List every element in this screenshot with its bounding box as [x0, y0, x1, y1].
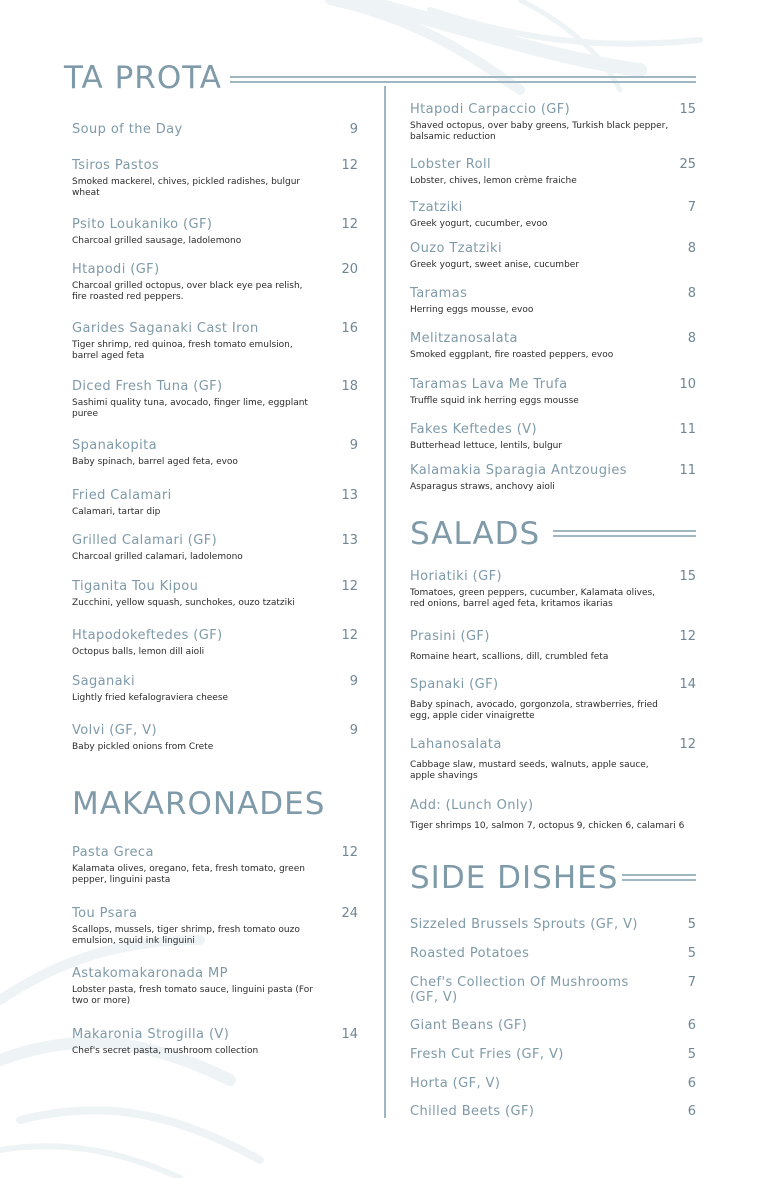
menu-item-grilled-calamari — [72, 533, 358, 563]
item-price: 12 — [341, 845, 358, 860]
makaronades-title: MAKARONADES — [72, 786, 326, 822]
item-price: 11 — [679, 422, 696, 437]
item-description: Kalamata olives, oregano, feta, fresh tomato, green pepper, linguini pasta — [72, 864, 305, 885]
item-price: 9 — [349, 122, 358, 137]
menu-item-kalamakia-sparagia — [410, 463, 696, 493]
item-price: 14 — [679, 677, 696, 692]
item-name: Spanaki (GF) — [410, 677, 499, 692]
menu-item-htapodokeftedes — [72, 628, 358, 658]
item-description: Baby spinach, barrel aged feta, evoo — [72, 457, 238, 467]
item-name: Grilled Calamari (GF) — [72, 533, 218, 548]
menu-item-htapodi — [72, 262, 358, 303]
item-description: Romaine heart, scallions, dill, crumbled feta — [410, 652, 609, 662]
column-divider — [384, 86, 386, 1118]
item-price: 24 — [341, 906, 358, 921]
item-name: Melitzanosalata — [410, 331, 518, 346]
item-description: Scallops, mussels, tiger shrimp, fresh tomato ouzo emulsion, squid ink linguini — [72, 925, 300, 946]
menu-item-tsiros-pastos — [72, 158, 358, 199]
item-description: Shaved octopus, over baby greens, Turkish black pepper, balsamic reduction — [410, 121, 669, 142]
menu-item-spanaki — [410, 677, 696, 722]
item-description: Baby spinach, avocado, gorgonzola, strawberries, fried egg, apple cider vinaigrette — [410, 700, 658, 721]
menu-item-melitzanosalata — [410, 331, 696, 361]
menu-item-horta — [410, 1076, 696, 1092]
menu-item-psito-loukaniko — [72, 217, 358, 247]
item-name: Add: (Lunch Only) — [410, 798, 534, 813]
menu-item-soup-of-the-day — [72, 122, 358, 138]
item-description: Greek yogurt, sweet anise, cucumber — [410, 260, 580, 270]
item-description: Smoked mackerel, chives, pickled radishes, bulgur wheat — [72, 177, 301, 198]
menu-item-tou-psara — [72, 906, 358, 947]
salads-rule — [553, 530, 696, 537]
item-description: Calamari, tartar dip — [72, 507, 161, 517]
item-description: Charcoal grilled octopus, over black eye pea relish, fire roasted red peppers. — [72, 281, 303, 302]
item-name: Tou Psara — [72, 906, 138, 921]
item-description: Chef's secret pasta, mushroom collection — [72, 1046, 259, 1056]
item-name: Spanakopita — [72, 438, 158, 453]
item-name: Lobster Roll — [410, 157, 491, 172]
item-name: Diced Fresh Tuna (GF) — [72, 379, 223, 394]
item-price: 11 — [679, 463, 696, 478]
item-price: 20 — [341, 262, 358, 277]
item-price: 8 — [687, 241, 696, 256]
item-name: Horta (GF, V) — [410, 1076, 501, 1091]
item-name: Fresh Cut Fries (GF, V) — [410, 1047, 564, 1062]
item-name: Makaronia Strogilla (V) — [72, 1027, 230, 1042]
item-price: 12 — [679, 737, 696, 752]
item-price: 8 — [687, 286, 696, 301]
menu-item-makaronia-strogilla — [72, 1027, 358, 1057]
item-name: Sizzeled Brussels Sprouts (GF, V) — [410, 917, 638, 932]
item-description: Truffle squid ink herring eggs mousse — [410, 396, 579, 406]
item-name: Volvi (GF, V) — [72, 723, 157, 738]
menu-item-spanakopita — [72, 438, 358, 468]
item-description: Greek yogurt, cucumber, evoo — [410, 219, 548, 229]
item-price: 10 — [679, 377, 696, 392]
menu-item-garides-saganaki — [72, 321, 358, 362]
item-name: Taramas Lava Me Trufa — [410, 377, 568, 392]
item-name: Chilled Beets (GF) — [410, 1104, 535, 1119]
item-price: 9 — [349, 674, 358, 689]
item-name: Pasta Greca — [72, 845, 154, 860]
item-name: Soup of the Day — [72, 122, 183, 137]
item-name: Horiatiki (GF) — [410, 569, 502, 584]
item-price: 12 — [341, 217, 358, 232]
item-price: 13 — [341, 533, 358, 548]
item-name: Prasini (GF) — [410, 629, 490, 644]
item-description: Zucchini, yellow squash, sunchokes, ouzo tzatziki — [72, 598, 295, 608]
menu-item-taramas — [410, 286, 696, 316]
item-description: Butterhead lettuce, lentils, bulgur — [410, 441, 563, 451]
item-price: 7 — [687, 975, 696, 990]
ta-prota-title: TA PROTA — [64, 60, 222, 96]
menu-item-giant-beans — [410, 1018, 696, 1034]
side-dishes-title: SIDE DISHES — [410, 860, 619, 896]
item-name: Giant Beans (GF) — [410, 1018, 528, 1033]
menu-item-brussels-sprouts — [410, 917, 696, 933]
item-price: 15 — [679, 569, 696, 584]
item-name: Chef's Collection Of Mushrooms (GF, V) — [410, 975, 629, 1005]
ta-prota-rule — [230, 76, 696, 83]
item-price: 16 — [341, 321, 358, 336]
item-description: Tomatoes, green peppers, cucumber, Kalamata olives, red onions, barrel aged feta, kritamos ikarias — [410, 588, 656, 609]
menu-item-fresh-cut-fries — [410, 1047, 696, 1063]
menu-item-htapodi-carpaccio — [410, 102, 696, 143]
item-price: 5 — [687, 917, 696, 932]
item-name: Roasted Potatoes — [410, 946, 530, 961]
item-name: Fakes Keftedes (V) — [410, 422, 537, 437]
item-name: Psito Loukaniko (GF) — [72, 217, 213, 232]
menu-item-roasted-potatoes — [410, 946, 696, 962]
menu-item-ouzo-tzatziki — [410, 241, 696, 271]
item-description: Lightly fried kefalograviera cheese — [72, 693, 229, 703]
item-price: 9 — [349, 723, 358, 738]
menu-item-chilled-beets — [410, 1104, 696, 1120]
item-description: Cabbage slaw, mustard seeds, walnuts, apple sauce, apple shavings — [410, 760, 649, 781]
menu-item-astakomakaronada — [72, 966, 358, 1007]
item-description: Charcoal grilled sausage, ladolemono — [72, 236, 242, 246]
menu-item-volvi — [72, 723, 358, 753]
item-name: Ouzo Tzatziki — [410, 241, 502, 256]
menu-item-tiganita-tou-kipou — [72, 579, 358, 609]
item-description: Asparagus straws, anchovy aioli — [410, 482, 555, 492]
salads-title: SALADS — [410, 516, 541, 552]
menu-item-fried-calamari — [72, 488, 358, 518]
menu-item-lobster-roll — [410, 157, 696, 187]
item-name: Tsiros Pastos — [72, 158, 160, 173]
item-price: 9 — [349, 438, 358, 453]
menu-item-fakes-keftedes — [410, 422, 696, 452]
item-price: 6 — [687, 1104, 696, 1119]
item-name: Garides Saganaki Cast Iron — [72, 321, 259, 336]
item-name: Lahanosalata — [410, 737, 502, 752]
menu-item-add-lunch-only — [410, 798, 696, 832]
item-price: 6 — [687, 1018, 696, 1033]
item-price: 15 — [679, 102, 696, 117]
item-price: 8 — [687, 331, 696, 346]
item-name: Tiganita Tou Kipou — [72, 579, 199, 594]
side-dishes-rule — [622, 874, 696, 881]
item-price: 6 — [687, 1076, 696, 1091]
item-price: 13 — [341, 488, 358, 503]
item-description: Octopus balls, lemon dill aioli — [72, 647, 205, 657]
item-name: Fried Calamari — [72, 488, 172, 503]
item-price: 5 — [687, 946, 696, 961]
item-price: 18 — [341, 379, 358, 394]
item-price: 5 — [687, 1047, 696, 1062]
item-name: Astakomakaronada MP — [72, 966, 228, 981]
item-price: 12 — [341, 579, 358, 594]
menu-item-lahanosalata — [410, 737, 696, 782]
menu-item-taramas-lava-me-trufa — [410, 377, 696, 407]
item-name: Htapodokeftedes (GF) — [72, 628, 223, 643]
item-description: Herring eggs mousse, evoo — [410, 305, 534, 315]
item-name: Kalamakia Sparagia Antzougies — [410, 463, 627, 478]
menu-item-chefs-mushrooms — [410, 975, 696, 1005]
item-description: Sashimi quality tuna, avocado, finger lime, eggplant puree — [72, 398, 308, 419]
item-description: Charcoal grilled calamari, ladolemono — [72, 552, 243, 562]
menu-item-prasini — [410, 629, 696, 663]
item-price: 12 — [679, 629, 696, 644]
item-description: Smoked eggplant, fire roasted peppers, evoo — [410, 350, 614, 360]
item-description: Tiger shrimps 10, salmon 7, octopus 9, chicken 6, calamari 6 — [410, 821, 685, 831]
item-description: Lobster pasta, fresh tomato sauce, linguini pasta (For two or more) — [72, 985, 313, 1006]
item-description: Lobster, chives, lemon crème fraiche — [410, 176, 577, 186]
item-price: 12 — [341, 158, 358, 173]
item-price: 12 — [341, 628, 358, 643]
menu-item-saganaki — [72, 674, 358, 704]
menu-item-pasta-greca — [72, 845, 358, 886]
item-name: Htapodi Carpaccio (GF) — [410, 102, 571, 117]
item-name: Saganaki — [72, 674, 135, 689]
menu-item-tzatziki — [410, 200, 696, 230]
item-description: Baby pickled onions from Crete — [72, 742, 214, 752]
item-name: Tzatziki — [410, 200, 463, 215]
item-name: Taramas — [410, 286, 468, 301]
item-price: 25 — [679, 157, 696, 172]
menu-item-horiatiki — [410, 569, 696, 610]
item-price: 7 — [687, 200, 696, 215]
item-price: 14 — [341, 1027, 358, 1042]
item-name: Htapodi (GF) — [72, 262, 160, 277]
menu-item-diced-fresh-tuna — [72, 379, 358, 420]
item-description: Tiger shrimp, red quinoa, fresh tomato emulsion, barrel aged feta — [72, 340, 293, 361]
